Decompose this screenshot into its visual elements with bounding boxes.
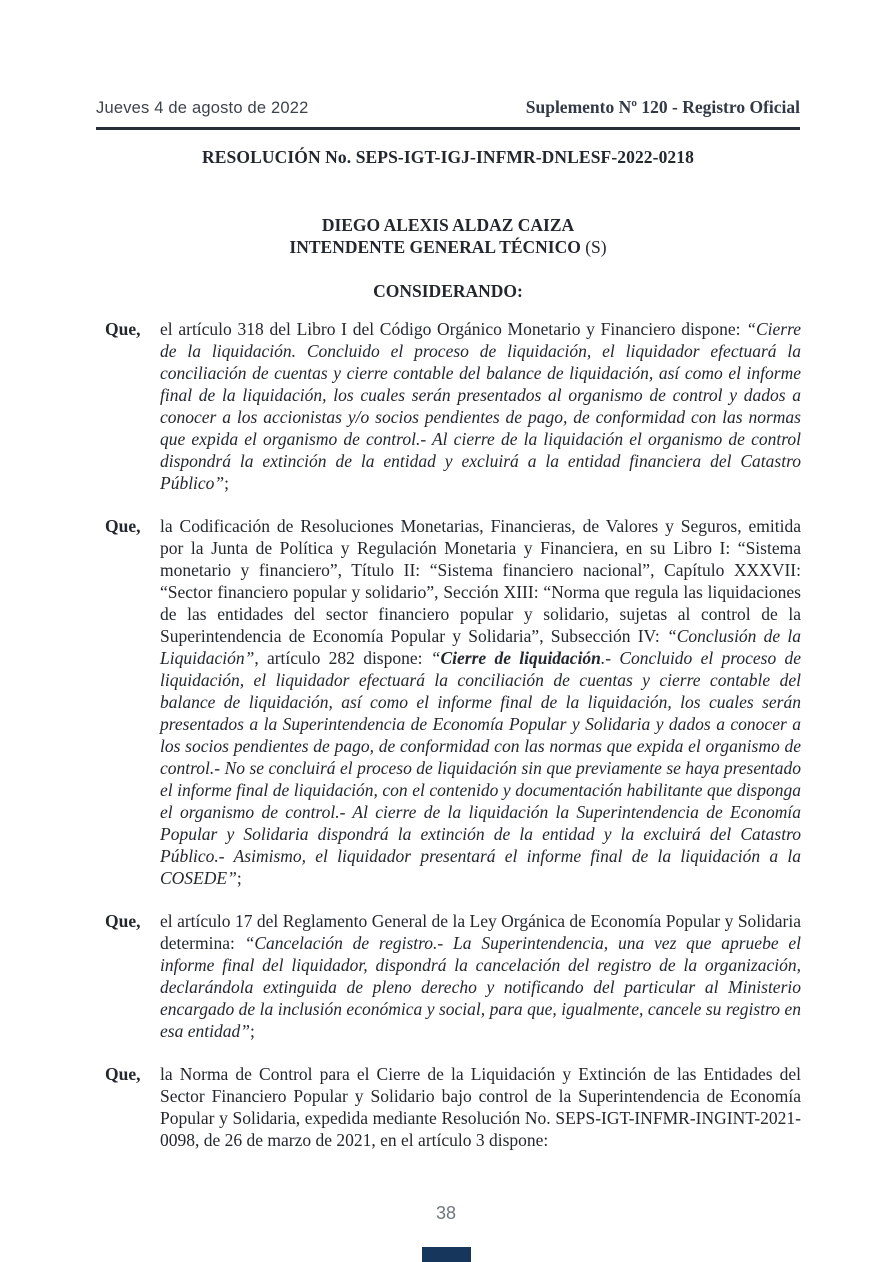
que-label: Que, [105,1064,141,1084]
que-paragraph [105,1063,801,1151]
text-segment: el artículo 318 del Libro I del Código Orgánico Monetario y Financiero dispone: [160,319,747,339]
signatory-role [96,236,800,258]
text-segment: el artículo 17 del Reglamento General de la Ley Orgánica de Economía Popular y Solidaria determina: [160,911,801,953]
text-segment: la Codificación de Resoluciones Monetarias, Financieras, de Valores y Seguros, emitida por la Junta de Política y Regulación Monetaria y Financiera, en su Libro I: “Sistema monetario y financiero”, Título II: “Sistema financiero nacional”, Capítulo XXXVII: “Sector financiero popular y solidario”, Sección XIII: “Norma que regula las liquidaciones de las entidades del sector financiero popular y solidario, sujetas al control de la Superintendencia de Economía Popular y Solidaria”, Subsección IV: [160,516,801,646]
header-rule [96,127,800,130]
header-supplement: Suplemento Nº 120 - Registro Oficial [525,97,800,117]
signatory-block [96,214,800,258]
paragraph-text [160,1063,801,1151]
section-heading: CONSIDERANDO: [373,281,523,301]
signatory-role-suffix: (S) [585,237,607,257]
header-date: Jueves 4 de agosto de 2022 [96,99,309,117]
text-segment: .- Concluido el proceso de liquidación, el liquidador efectuará la conciliación de cuentas y cierre contable del balance de liquidación, así como el informe final de la liquidación, los cuales serán presentados a la Superintendencia de Economía Popular y Solidaria y dados a conocer a los socios pendientes de pago, de conformidad con las normas que expida el organismo de control.- No se concluirá el proceso de liquidación sin que previamente se haya presentado el informe final de liquidación, con el contenido y documentación habilitante que disponga el organismo de control.- Al cierre de la liquidación la Superintendencia de Economía Popular y Solidaria dispondrá la extinción de la entidad y la excluirá del Catastro Público.- Asimismo, el liquidador presentará el informe final de la liquidación a la COSEDE” [160,648,801,888]
que-label: Que, [105,516,141,536]
que-paragraph [105,515,801,889]
text-segment: , artículo 282 dispone: [254,648,431,668]
page-header [96,97,800,118]
text-segment: “ [430,648,441,668]
que-label: Que, [105,911,141,931]
signatory-name: DIEGO ALEXIS ALDAZ CAIZA [321,215,575,235]
text-segment: ; [224,473,230,493]
footer-accent-mark [422,1247,471,1262]
paragraph-text [160,515,801,889]
text-segment: “Cierre de la liquidación. Concluido el proceso de liquidación, el liquidador efectuará la conciliación de cuentas y cierre contable del balance de liquidación, así como el informe final de la liquidación, los cuales serán presentados al organismo de control y dados a conocer a los accionistas y/o socios pendientes de pago, de conformidad con las normas que expida el organismo de control.- Al cierre de la liquidación el organismo de control dispondrá la extinción de la entidad y excluirá a la entidad financiera del Catastro Público” [160,319,801,493]
paragraph-text [160,318,801,494]
text-segment: la Norma de Control para el Cierre de la Liquidación y Extinción de las Entidades del Sector Financiero Popular y Solidario bajo control de la Superintendencia de Economía Popular y Solidaria, expedida mediante Resolución No. SEPS-IGT-INFMR-INGINT-2021-0098, de 26 de marzo de 2021, en el artículo 3 dispone: [160,1064,801,1150]
text-segment: ; [249,1021,255,1041]
text-segment: Cierre de liquidación [440,648,601,668]
resolution-title: RESOLUCIÓN No. SEPS-IGT-IGJ-INFMR-DNLESF-2022-0218 [202,147,694,167]
text-segment: ; [236,868,242,888]
paragraph-text [160,910,801,1042]
que-label: Que, [105,319,141,339]
text-segment: “Cancelación de registro.- La Superintendencia, una vez que apruebe el informe final del liquidador, dispondrá la cancelación del registro de la organización, declarándola extinguida de pleno derecho y notificando del particular al Ministerio encargado de la inclusión económica y social, para que, igualmente, cancele su registro en esa entidad” [160,933,802,1041]
page-number: 38 [435,1203,457,1223]
que-paragraph [105,910,801,1042]
considerando-paragraphs [105,318,801,1172]
que-paragraph [105,318,801,494]
text-segment: “Conclusión de la Liquidación” [160,626,801,668]
signatory-role-text: INTENDENTE GENERAL TÉCNICO [289,237,586,257]
